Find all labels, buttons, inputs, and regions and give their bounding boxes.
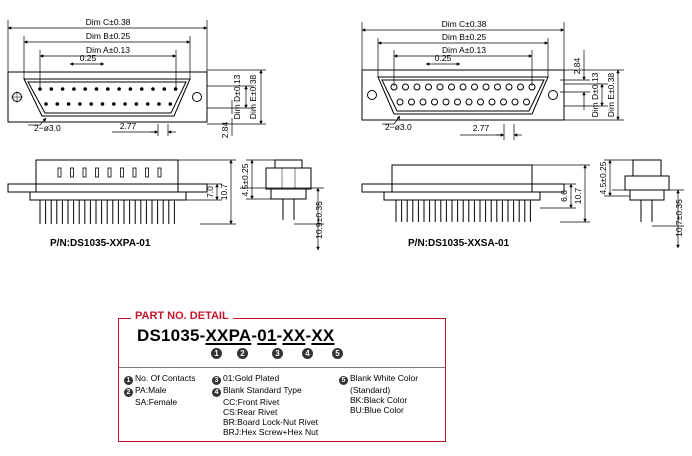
pin — [67, 102, 71, 106]
number-badge: 3 — [212, 376, 221, 385]
code-separator: - — [305, 326, 312, 345]
legend-subitem: SA:Female — [135, 397, 178, 407]
pitch-277-label: 2.77 — [119, 121, 137, 131]
legend-subitem: CS:Rear Rivet — [223, 407, 278, 417]
socket — [420, 99, 426, 105]
pin — [44, 102, 48, 106]
marker-3: 3 — [272, 348, 283, 359]
hole-right-label: 2−ø3.0 — [385, 122, 412, 132]
dim-c-label: Dim C±0.38 — [85, 17, 131, 27]
pin — [61, 87, 65, 91]
pin — [56, 102, 60, 106]
left-side-view — [8, 160, 207, 200]
socket — [437, 84, 443, 90]
pin — [95, 87, 99, 91]
pin — [101, 102, 105, 106]
right-side-view — [362, 165, 564, 200]
dim-45-right-label: 4.5±0.25 — [598, 161, 608, 195]
pin — [135, 102, 139, 106]
socket — [489, 99, 495, 105]
number-badge: 4 — [212, 388, 221, 397]
code-contacts: XX — [205, 326, 229, 345]
part-number-detail-box — [118, 310, 446, 442]
socket — [524, 99, 530, 105]
legend-item — [339, 373, 418, 385]
right-front-view — [362, 70, 564, 120]
pin — [146, 102, 150, 106]
code-separator: - — [276, 326, 283, 345]
right-part-number: P/N:DS1035-XXSA-01 — [408, 238, 510, 249]
socket — [397, 99, 403, 105]
dim-109-label: 10.9±0.35 — [314, 201, 324, 239]
right-socket-group — [391, 84, 535, 105]
socket — [495, 84, 501, 90]
number-badge: 2 — [124, 388, 133, 397]
pin — [163, 87, 167, 91]
detail-title: PART NO. DETAIL — [131, 310, 233, 322]
slot — [96, 168, 99, 177]
pin — [72, 87, 76, 91]
socket — [460, 84, 466, 90]
marker-2: 2 — [237, 348, 248, 359]
dim-d-label: Dim D±0.13 — [232, 74, 242, 120]
left-front-view — [8, 72, 207, 122]
slot — [58, 168, 61, 177]
pin — [78, 102, 82, 106]
legend-column-2 — [212, 373, 318, 437]
marker-5: 5 — [332, 348, 343, 359]
legend-subitem: BK:Black Color — [350, 395, 408, 405]
slot — [83, 168, 86, 177]
right-end-view — [625, 160, 669, 222]
socket — [443, 99, 449, 105]
marker-1: 1 — [211, 348, 222, 359]
legend-subitem: (Standard) — [350, 385, 391, 395]
legend-column-3 — [339, 373, 418, 415]
pin — [174, 87, 178, 91]
pin — [140, 87, 144, 91]
pin — [117, 87, 121, 91]
legend-text: Blank White Color — [350, 373, 419, 383]
dim-e-right-label: Dim E±0.38 — [606, 72, 616, 118]
socket — [506, 84, 512, 90]
socket — [512, 99, 518, 105]
dim-e-label: Dim E±0.38 — [248, 74, 258, 120]
legend-item — [212, 385, 318, 397]
pin — [129, 87, 133, 91]
dim-a-label: Dim A±0.13 — [86, 45, 130, 55]
hole-label: 2−ø3.0 — [34, 123, 61, 133]
socket — [449, 84, 455, 90]
dim-66-label: 6.6 — [559, 190, 569, 202]
dim-a-right-label: Dim A±0.13 — [442, 45, 486, 55]
code-prefix: DS1035- — [137, 326, 206, 345]
socket — [518, 84, 524, 90]
slot — [108, 168, 111, 177]
dim-107-label: 10.7 — [219, 183, 229, 201]
number-badge: 1 — [124, 376, 133, 385]
legend-subitem: CC:Front Rivet — [223, 397, 280, 407]
dim-107-tol-label: 10.7±0.35 — [674, 199, 684, 237]
legend-table — [119, 367, 445, 444]
pitch-025-label: 0.25 — [79, 53, 97, 63]
pin — [106, 87, 110, 91]
code-color: XX — [311, 326, 335, 345]
dim-284-right-label: 2.84 — [572, 57, 582, 75]
socket — [414, 84, 420, 90]
legend-text: No. Of Contacts — [135, 373, 196, 383]
pin — [112, 102, 116, 106]
legend-subitem: BR:Board Lock-Nut Rivet — [223, 417, 318, 427]
pin — [50, 87, 54, 91]
pin — [83, 87, 87, 91]
socket — [472, 84, 478, 90]
code-plating: 01 — [257, 326, 277, 345]
legend-item — [124, 373, 195, 385]
legend-text: Blank Standard Type — [223, 385, 302, 395]
dim-284-left-label: 2.84 — [220, 121, 230, 139]
pin — [89, 102, 93, 106]
pitch-025-right-label: 0.25 — [434, 53, 452, 63]
legend-subitem: BRJ:Hex Screw+Hex Nut — [223, 427, 319, 437]
slot — [146, 168, 149, 177]
slot — [71, 168, 74, 177]
socket — [426, 84, 432, 90]
pin — [169, 102, 173, 106]
legend-item — [124, 385, 195, 397]
left-end-view — [266, 160, 311, 220]
slot — [121, 168, 124, 177]
left-pin-group — [38, 87, 177, 106]
pitch-277-right-label: 2.77 — [472, 123, 490, 133]
dim-70-label: 7.0 — [205, 186, 215, 198]
socket — [455, 99, 461, 105]
legend-text: PA:Male — [135, 385, 167, 395]
left-part-number: P/N:DS1035-XXPA-01 — [50, 238, 151, 249]
legend-item — [212, 373, 318, 385]
code-separator: - — [251, 326, 258, 345]
socket — [409, 99, 415, 105]
socket — [501, 99, 507, 105]
slot — [158, 168, 161, 177]
dim-b-right-label: Dim B±0.25 — [441, 32, 487, 42]
socket — [403, 84, 409, 90]
part-code — [137, 326, 334, 346]
dim-b-label: Dim B±0.25 — [85, 31, 131, 41]
pin — [157, 102, 161, 106]
legend-column-1 — [124, 373, 195, 407]
socket — [466, 99, 472, 105]
number-badge: 5 — [339, 376, 348, 385]
dim-45-left-label: 4.5±0.25 — [240, 163, 250, 197]
dim-c-right-label: Dim C±0.38 — [441, 19, 487, 29]
legend-text: 01:Gold Plated — [223, 373, 280, 383]
code-type: XX — [282, 326, 306, 345]
dim-107-right-label: 10.7 — [573, 187, 583, 205]
socket — [478, 99, 484, 105]
socket — [432, 99, 438, 105]
socket — [483, 84, 489, 90]
code-gender: PA — [228, 326, 252, 345]
legend-subitem: BU:Blue Color — [350, 405, 404, 415]
pin — [151, 87, 155, 91]
dim-d-right-label: Dim D±0.13 — [590, 72, 600, 118]
slot — [133, 168, 136, 177]
marker-4: 4 — [302, 348, 313, 359]
pin — [123, 102, 127, 106]
